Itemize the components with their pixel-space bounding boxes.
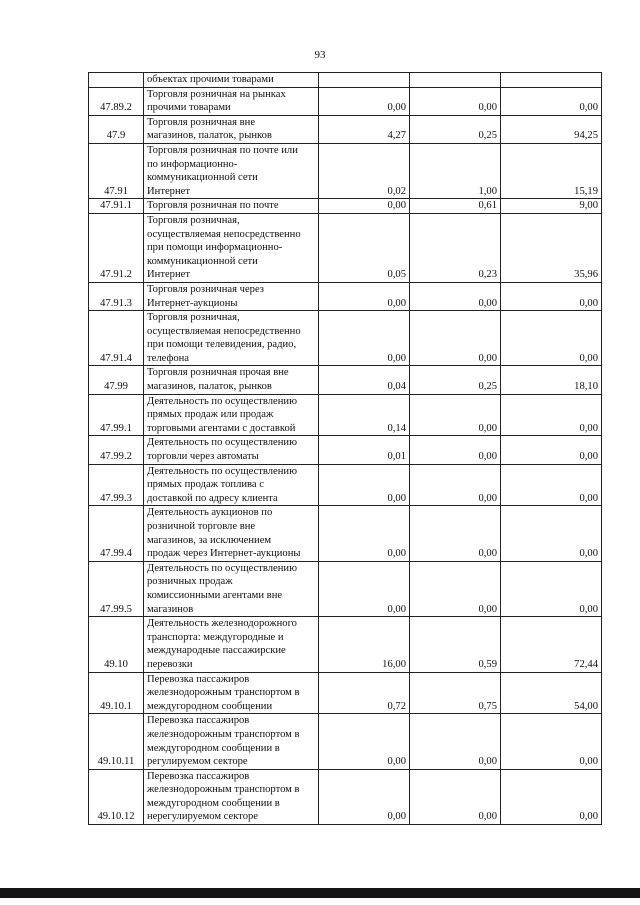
activity-code-cell: 47.99.2 xyxy=(89,436,144,464)
description-line: магазинов, палаток, рынков xyxy=(147,130,272,142)
value-cell-2: 0,25 xyxy=(410,366,501,394)
description-line: железнодорожным транспортом в xyxy=(147,728,300,740)
activity-code-cell: 47.99.1 xyxy=(89,394,144,436)
description-line: доставкой по адресу клиента xyxy=(147,492,278,504)
table-row xyxy=(89,672,602,714)
table-row xyxy=(89,282,602,310)
table-row xyxy=(89,769,602,824)
data-table xyxy=(88,72,602,825)
activity-code-cell: 47.89.2 xyxy=(89,87,144,115)
description-line: Интернет-аукционы xyxy=(147,297,238,309)
value-cell-3: 0,00 xyxy=(501,464,602,506)
value-cell-2: 0,00 xyxy=(410,394,501,436)
activity-code-cell: 47.91.3 xyxy=(89,282,144,310)
value-cell-2: 0,00 xyxy=(410,282,501,310)
page-number: 93 xyxy=(314,49,326,61)
value-cell-3: 15,19 xyxy=(501,143,602,198)
activity-description-cell xyxy=(144,143,319,198)
activity-code-cell: 47.99 xyxy=(89,366,144,394)
activity-description-cell xyxy=(144,672,319,714)
value-cell-1: 0,02 xyxy=(319,143,410,198)
description-line: Интернет xyxy=(147,269,190,281)
activity-description-cell xyxy=(144,366,319,394)
value-cell-1: 0,00 xyxy=(319,561,410,616)
description-line: Деятельность по осуществлению xyxy=(147,562,298,574)
activity-code-cell: 47.99.4 xyxy=(89,506,144,561)
table-row xyxy=(89,199,602,214)
value-cell-1: 0,01 xyxy=(319,436,410,464)
value-cell-1: 0,00 xyxy=(319,714,410,769)
description-line: Торговля розничная, xyxy=(147,312,240,324)
description-line: нерегулируемом секторе xyxy=(147,811,258,823)
activity-description-cell xyxy=(144,87,319,115)
description-line: Деятельность аукционов по xyxy=(147,507,273,519)
value-cell-1: 0,72 xyxy=(319,672,410,714)
value-cell-2 xyxy=(410,73,501,88)
value-cell-1: 0,14 xyxy=(319,394,410,436)
activity-description-cell xyxy=(144,213,319,282)
table-row xyxy=(89,714,602,769)
activity-code-cell: 49.10.1 xyxy=(89,672,144,714)
value-cell-3: 9,00 xyxy=(501,199,602,214)
value-cell-1: 0,00 xyxy=(319,199,410,214)
value-cell-1: 0,00 xyxy=(319,87,410,115)
description-line: магазинов xyxy=(147,603,194,615)
activity-code-cell: 49.10.12 xyxy=(89,769,144,824)
activity-description-cell xyxy=(144,436,319,464)
description-line: транспорта: междугородные и xyxy=(147,631,284,643)
description-line: Торговля розничная по почте xyxy=(147,200,279,212)
activity-description-cell xyxy=(144,464,319,506)
activity-code-cell: 47.91.2 xyxy=(89,213,144,282)
activity-description-cell xyxy=(144,282,319,310)
table-row xyxy=(89,561,602,616)
activity-description-cell xyxy=(144,506,319,561)
table-row xyxy=(89,436,602,464)
description-line: продаж через Интернет-аукционы xyxy=(147,548,301,560)
activity-code-cell: 49.10 xyxy=(89,617,144,672)
description-line: магазинов, палаток, рынков xyxy=(147,381,272,393)
table-body xyxy=(89,73,602,825)
value-cell-3: 0,00 xyxy=(501,311,602,366)
value-cell-1: 0,04 xyxy=(319,366,410,394)
activity-description-cell xyxy=(144,617,319,672)
table-row xyxy=(89,213,602,282)
table-row xyxy=(89,464,602,506)
description-line: междугородном сообщении в xyxy=(147,742,280,754)
activity-description-cell xyxy=(144,73,319,88)
description-line: при помощи информационно- xyxy=(147,242,283,254)
activity-description-cell xyxy=(144,714,319,769)
value-cell-2: 0,61 xyxy=(410,199,501,214)
description-line: коммуникационной сети xyxy=(147,255,258,267)
description-line: Деятельность по осуществлению xyxy=(147,395,298,407)
value-cell-1: 0,00 xyxy=(319,464,410,506)
value-cell-1: 16,00 xyxy=(319,617,410,672)
value-cell-2: 0,00 xyxy=(410,714,501,769)
description-line: международные пассажирские xyxy=(147,645,286,657)
description-line: розничных продаж xyxy=(147,576,233,588)
value-cell-2: 0,00 xyxy=(410,436,501,464)
scan-edge-bar xyxy=(0,888,640,898)
value-cell-2: 0,25 xyxy=(410,115,501,143)
value-cell-2: 0,00 xyxy=(410,769,501,824)
value-cell-2: 0,75 xyxy=(410,672,501,714)
description-line: железнодорожным транспортом в xyxy=(147,784,300,796)
value-cell-1: 0,00 xyxy=(319,506,410,561)
value-cell-3: 0,00 xyxy=(501,714,602,769)
description-line: при помощи телевидения, радио, xyxy=(147,339,297,351)
description-line: Торговля розничная, xyxy=(147,214,240,226)
value-cell-2: 0,00 xyxy=(410,87,501,115)
description-line: прямых продаж или продаж xyxy=(147,409,274,421)
value-cell-1: 0,00 xyxy=(319,282,410,310)
activity-code-cell: 49.10.11 xyxy=(89,714,144,769)
description-line: железнодорожным транспортом в xyxy=(147,687,300,699)
activity-code-cell: 47.91 xyxy=(89,143,144,198)
activity-description-cell xyxy=(144,115,319,143)
value-cell-3: 0,00 xyxy=(501,561,602,616)
value-cell-2: 0,00 xyxy=(410,464,501,506)
description-line: междугородном сообщении в xyxy=(147,797,280,809)
value-cell-3: 0,00 xyxy=(501,87,602,115)
description-line: Торговля розничная прочая вне xyxy=(147,367,289,379)
table-row xyxy=(89,87,602,115)
description-line: Торговля розничная на рынках xyxy=(147,88,286,100)
value-cell-2: 0,00 xyxy=(410,561,501,616)
activity-description-cell xyxy=(144,311,319,366)
description-line: междугородном сообщении xyxy=(147,700,273,712)
value-cell-3 xyxy=(501,73,602,88)
description-line: Деятельность по осуществлению xyxy=(147,437,298,449)
value-cell-3: 0,00 xyxy=(501,769,602,824)
table-row xyxy=(89,311,602,366)
table-row xyxy=(89,143,602,198)
activity-description-cell xyxy=(144,769,319,824)
value-cell-2: 0,23 xyxy=(410,213,501,282)
description-line: Деятельность по осуществлению xyxy=(147,465,298,477)
value-cell-3: 0,00 xyxy=(501,394,602,436)
description-line: прочими товарами xyxy=(147,102,231,114)
activity-code-cell: 47.99.3 xyxy=(89,464,144,506)
description-line: магазинов, за исключением xyxy=(147,534,272,546)
value-cell-3: 54,00 xyxy=(501,672,602,714)
description-line: осуществляемая непосредственно xyxy=(147,228,301,240)
description-line: прямых продаж топлива с xyxy=(147,479,264,491)
value-cell-1: 4,27 xyxy=(319,115,410,143)
description-line: торговыми агентами с доставкой xyxy=(147,422,296,434)
activity-code-cell: 47.91.4 xyxy=(89,311,144,366)
table-row xyxy=(89,506,602,561)
description-line: Торговля розничная через xyxy=(147,283,264,295)
value-cell-3: 0,00 xyxy=(501,506,602,561)
description-line: Перевозка пассажиров xyxy=(147,673,250,685)
activity-description-cell xyxy=(144,561,319,616)
description-line: розничной торговле вне xyxy=(147,521,256,532)
description-line: Торговля розничная по почте или xyxy=(147,144,298,156)
table-row xyxy=(89,366,602,394)
description-line: торговли через автоматы xyxy=(147,451,259,463)
description-line: перевозки xyxy=(147,658,193,670)
value-cell-3: 0,00 xyxy=(501,282,602,310)
description-line: по информационно- xyxy=(147,158,238,170)
description-line: Торговля розничная вне xyxy=(147,116,256,128)
activity-description-cell xyxy=(144,394,319,436)
description-line: осуществляемая непосредственно xyxy=(147,325,301,337)
value-cell-3: 0,00 xyxy=(501,436,602,464)
value-cell-2: 0,59 xyxy=(410,617,501,672)
description-line: Перевозка пассажиров xyxy=(147,770,250,782)
description-line: объектах прочими товарами xyxy=(147,74,274,85)
value-cell-1 xyxy=(319,73,410,88)
description-line: коммуникационной сети xyxy=(147,172,258,184)
description-line: комиссионными агентами вне xyxy=(147,589,283,601)
activity-code-cell: 47.9 xyxy=(89,115,144,143)
description-line: Деятельность железнодорожного xyxy=(147,618,297,630)
table-row xyxy=(89,394,602,436)
value-cell-2: 1,00 xyxy=(410,143,501,198)
value-cell-3: 35,96 xyxy=(501,213,602,282)
table-row xyxy=(89,73,602,88)
table-row xyxy=(89,617,602,672)
activity-code-cell: 47.99.5 xyxy=(89,561,144,616)
activity-code-cell xyxy=(89,73,144,88)
value-cell-1: 0,00 xyxy=(319,311,410,366)
value-cell-1: 0,00 xyxy=(319,769,410,824)
value-cell-2: 0,00 xyxy=(410,311,501,366)
description-line: Интернет xyxy=(147,185,190,197)
value-cell-1: 0,05 xyxy=(319,213,410,282)
table-row xyxy=(89,115,602,143)
value-cell-3: 18,10 xyxy=(501,366,602,394)
value-cell-3: 72,44 xyxy=(501,617,602,672)
activity-description-cell xyxy=(144,199,319,214)
description-line: регулируемом секторе xyxy=(147,756,248,768)
description-line: Перевозка пассажиров xyxy=(147,715,250,727)
value-cell-2: 0,00 xyxy=(410,506,501,561)
activity-code-cell: 47.91.1 xyxy=(89,199,144,214)
value-cell-3: 94,25 xyxy=(501,115,602,143)
description-line: телефона xyxy=(147,352,189,364)
